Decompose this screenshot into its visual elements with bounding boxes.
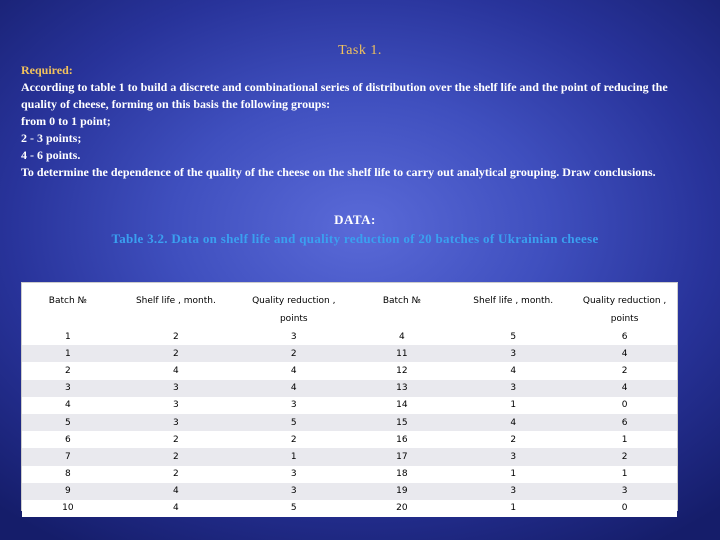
table-cell: 4	[572, 380, 677, 397]
table-row	[22, 397, 677, 414]
table-cell: 4	[114, 483, 238, 500]
table-row	[22, 380, 677, 397]
table-cell: 4	[454, 414, 572, 431]
table-cell: 13	[349, 380, 454, 397]
table-row	[22, 414, 677, 431]
body-line: To determine the dependence of the quality of the cheese on the shelf life to carry out analytical grouping. Draw conclusions.	[21, 165, 656, 179]
table-cell: 15	[349, 414, 454, 431]
table-cell: 1	[454, 397, 572, 414]
table-cell: 3	[454, 483, 572, 500]
table-cell: 3	[22, 380, 114, 397]
table-row	[22, 362, 677, 379]
table-cell: 9	[22, 483, 114, 500]
body-line: 4 - 6 points.	[21, 148, 81, 162]
table-cell: 6	[22, 431, 114, 448]
table-cell: 1	[238, 448, 349, 465]
header-quality-reduction: Quality reduction , points	[252, 296, 336, 324]
table-cell: 8	[22, 466, 114, 483]
task-title: Task 1.	[338, 43, 382, 58]
table-cell: 3	[454, 380, 572, 397]
table-cell: 5	[238, 414, 349, 431]
table-cell: 14	[349, 397, 454, 414]
table-cell: 16	[349, 431, 454, 448]
table-cell: 4	[349, 328, 454, 345]
table-row	[22, 328, 677, 345]
table-cell: 20	[349, 500, 454, 517]
table-cell: 6	[572, 328, 677, 345]
table-cell: 17	[349, 448, 454, 465]
table-cell: 4	[238, 380, 349, 397]
header-shelf-life: Shelf life , month.	[473, 296, 554, 306]
table-cell: 5	[22, 414, 114, 431]
table-cell: 3	[454, 448, 572, 465]
data-label: DATA:	[334, 212, 376, 227]
required-label: Required:	[21, 63, 73, 77]
body-line: 2 - 3 points;	[21, 131, 82, 145]
table-cell: 1	[572, 466, 677, 483]
header-batch-number: Batch №	[48, 296, 87, 306]
header-quality-reduction: Quality reduction , points	[582, 296, 667, 324]
header-shelf-life: Shelf life , month.	[135, 296, 216, 306]
table-cell: 18	[349, 466, 454, 483]
table-cell: 3	[238, 483, 349, 500]
table-cell: 2	[114, 431, 238, 448]
body-line: According to table 1 to build a discrete and combinational series of distribution over the shelf life and the point of reducing the quality of cheese, forming on this basis the following groups:	[21, 80, 668, 111]
table-cell: 2	[572, 362, 677, 379]
table-cell: 2	[114, 345, 238, 362]
table-cell: 1	[22, 345, 114, 362]
table-caption: Table 3.2. Data on shelf life and quality reduction of 20 batches of Ukrainian cheese	[111, 231, 599, 246]
table-cell: 11	[349, 345, 454, 362]
table-cell: 3	[238, 466, 349, 483]
body-line: from 0 to 1 point;	[21, 114, 111, 128]
table-cell: 2	[22, 362, 114, 379]
table-cell: 2	[114, 328, 238, 345]
table-cell: 5	[454, 328, 572, 345]
table-cell: 3	[238, 397, 349, 414]
table-cell: 2	[572, 448, 677, 465]
table-cell: 1	[22, 328, 114, 345]
table-cell: 5	[238, 500, 349, 517]
table-cell: 10	[22, 500, 114, 517]
table-cell: 4	[114, 362, 238, 379]
table-cell: 3	[238, 328, 349, 345]
table-cell: 12	[349, 362, 454, 379]
table-cell: 4	[238, 362, 349, 379]
table-cell: 3	[572, 483, 677, 500]
table-cell: 3	[454, 345, 572, 362]
table-row	[22, 345, 677, 362]
table-cell: 1	[454, 466, 572, 483]
table-row	[22, 448, 677, 465]
table-cell: 19	[349, 483, 454, 500]
table-cell: 1	[454, 500, 572, 517]
table-cell: 2	[238, 431, 349, 448]
table-row	[22, 466, 677, 483]
header-batch-number: Batch №	[382, 296, 421, 306]
table-row	[22, 431, 677, 448]
table-cell: 4	[114, 500, 238, 517]
table-row	[22, 500, 677, 517]
table-cell: 4	[454, 362, 572, 379]
table-cell: 3	[114, 397, 238, 414]
table-cell: 0	[572, 397, 677, 414]
table-cell: 1	[572, 431, 677, 448]
data-table-container	[21, 282, 678, 514]
table-cell: 3	[114, 414, 238, 431]
data-table	[22, 283, 677, 517]
table-cell: 2	[114, 466, 238, 483]
table-cell: 2	[238, 345, 349, 362]
table-row	[22, 483, 677, 500]
table-cell: 4	[572, 345, 677, 362]
table-cell: 6	[572, 414, 677, 431]
table-cell: 4	[22, 397, 114, 414]
table-cell: 2	[454, 431, 572, 448]
table-cell: 0	[572, 500, 677, 517]
table-cell: 3	[114, 380, 238, 397]
table-header-row	[22, 283, 677, 328]
task-description	[21, 62, 701, 181]
table-cell: 7	[22, 448, 114, 465]
table-cell: 2	[114, 448, 238, 465]
